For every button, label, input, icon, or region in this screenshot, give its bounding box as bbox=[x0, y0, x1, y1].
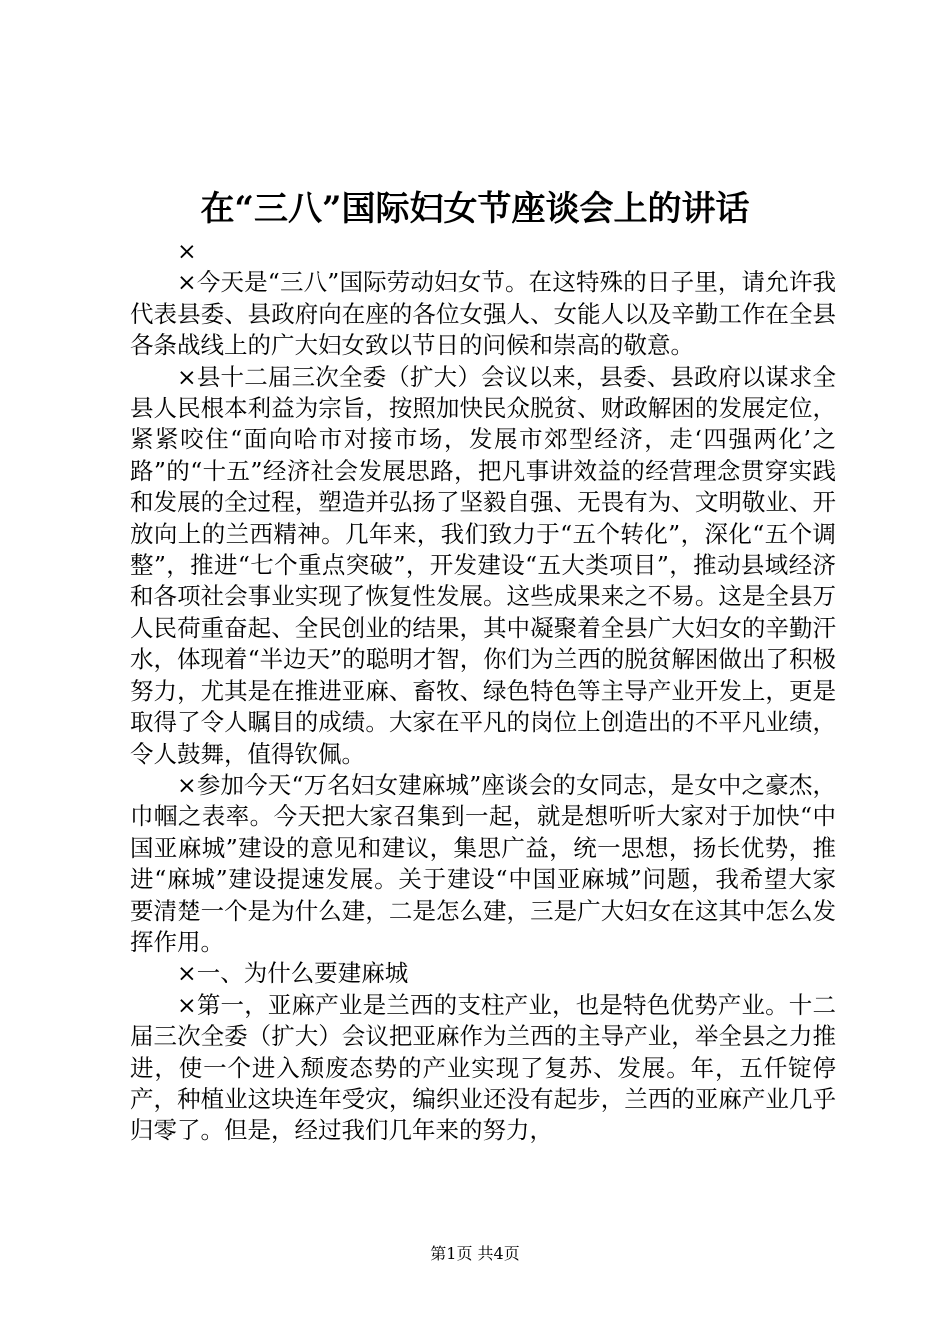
section-heading: ×一、为什么要建麻城 bbox=[177, 959, 409, 988]
page-number-footer: 第1页 共4页 bbox=[430, 1244, 520, 1263]
paragraph: ×第一，亚麻产业是兰西的支柱产业，也是特色优势产业。十二届三次全委（扩大）会议把亚麻作为兰西的主导产业，举全县之力推进，使一个进入颓废态势的产业实现了复苏、发展。年，五仟锭停产，种植业这块连年受灾，编织业还没有起步，兰西的亚麻产业几乎归零了。但是，经过我们几年来的努力， bbox=[130, 990, 836, 1145]
document-title: 在“三八”国际妇女节座谈会上的讲话 bbox=[200, 189, 750, 229]
paragraph: ×县十二届三次全委（扩大）会议以来，县委、县政府以谋求全县人民根本利益为宗旨，按照加快民众脱贫、财政解困的发展定位，紧紧咬住“面向哈市对接市场，发展市郊型经济，走‘四强两化’之路”的“十五”经济社会发展思路，把凡事讲效益的经营理念贯穿实践和发展的全过程，塑造并弘扬了坚毅自强、无畏有为、文明敬业、开放向上的兰西精神。几年来，我们致力于“五个转化”，深化“五个调整”，推进“七个重点突破”，开发建设“五大类项目”，推动县域经济和各项社会事业实现了恢复性发展。这些成果来之不易。这是全县万人民荷重奋起、全民创业的结果，其中凝聚着全县广大妇女的辛勤汗水，体现着“半边天”的聪明才智，你们为兰西的脱贫解困做出了积极努力，尤其是在推进亚麻、畜牧、绿色特色等主导产业开发上，更是取得了令人瞩目的成绩。大家在平凡的岗位上创造出的不平凡业绩，令人鼓舞，值得钦佩。 bbox=[130, 362, 836, 768]
document-body bbox=[130, 236, 836, 1147]
paragraph: ×参加今天“万名妇女建麻城”座谈会的女同志，是女中之豪杰，巾帼之表率。今天把大家召集到一起，就是想听听大家对于加快“中国亚麻城”建设的意见和建议，集思广益，统一思想，扬长优势，推进“麻城”建设提速发展。关于建设“中国亚麻城”问题，我希望大家要清楚一个是为什么建，二是怎么建，三是广大妇女在这其中怎么发挥作用。 bbox=[130, 770, 836, 956]
paragraph: × bbox=[177, 237, 197, 265]
paragraph: ×今天是“三八”国际劳动妇女节。在这特殊的日子里，请允许我代表县委、县政府向在座的各位女强人、女能人以及辛勤工作在全县各条战线上的广大妇女致以节日的问候和崇高的敬意。 bbox=[130, 268, 836, 360]
